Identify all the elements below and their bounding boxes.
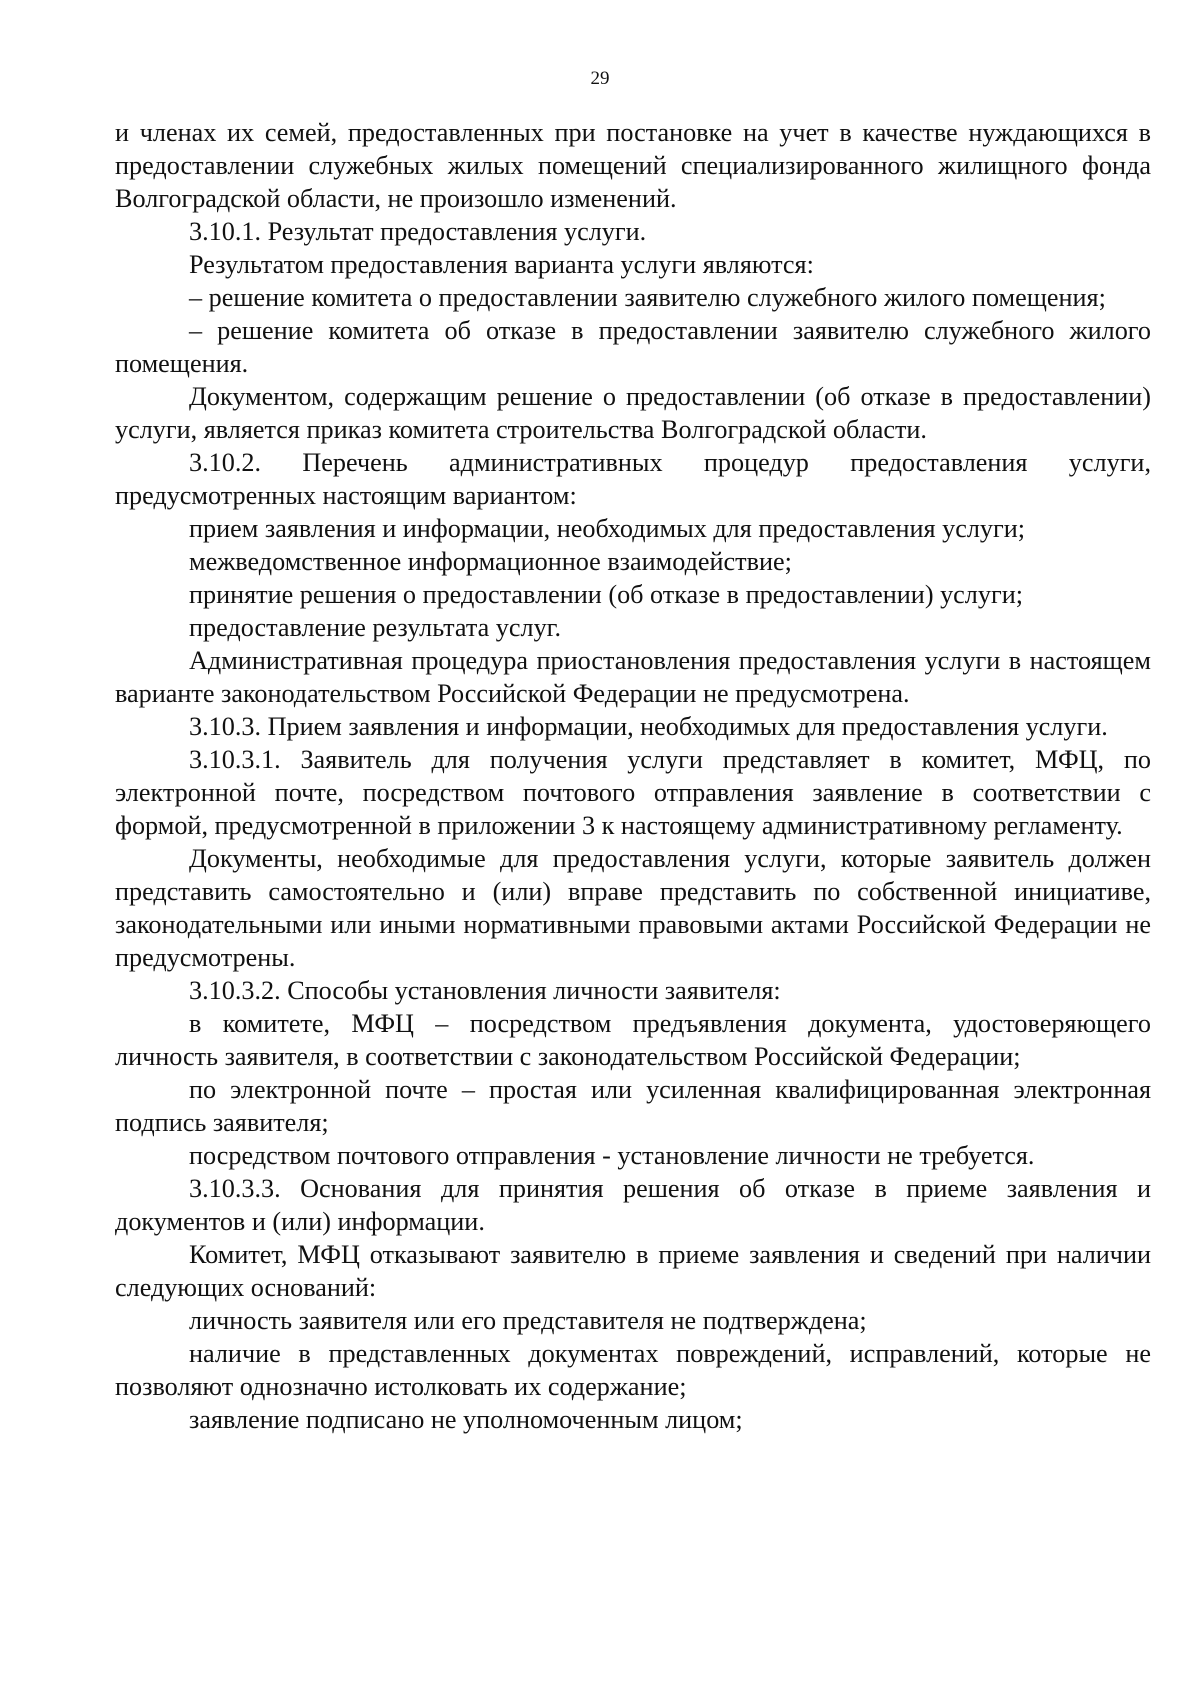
paragraph: Административная процедура приостановления предоставления услуги в настоящем варианте законодательством Российской Федерации не предусмотрена. bbox=[115, 646, 1151, 708]
paragraph: Документом, содержащим решение о предоставлении (об отказе в предоставлении) услуги, является приказ комитета строительства Волгоградской области. bbox=[115, 382, 1151, 444]
section-heading: 3.10.1. Результат предоставления услуги. bbox=[189, 217, 647, 246]
section-heading: 3.10.2. Перечень административных процедур предоставления услуги, предусмотренных настоящим вариантом: bbox=[115, 448, 1151, 510]
list-item: принятие решения о предоставлении (об отказе в предоставлении) услуги; bbox=[189, 580, 1023, 609]
list-item: – решение комитета об отказе в предоставлении заявителю служебного жилого помещения. bbox=[115, 316, 1151, 378]
list-item: заявление подписано не уполномоченным лицом; bbox=[189, 1405, 743, 1434]
paragraph: Документы, необходимые для предоставления услуги, которые заявитель должен представить самостоятельно и (или) вправе представить по собственной инициативе, законодательными или иными нормативными правовыми актами Российской Федерации не предусмотрены. bbox=[115, 844, 1151, 972]
list-item: в комитете, МФЦ – посредством предъявления документа, удостоверяющего личность заявителя, в соответствии с законодательством Российской Федерации; bbox=[115, 1009, 1151, 1071]
list-item: посредством почтового отправления - установление личности не требуется. bbox=[189, 1141, 1035, 1170]
list-item: прием заявления и информации, необходимых для предоставления услуги; bbox=[189, 514, 1026, 543]
list-item: личность заявителя или его представителя не подтверждена; bbox=[189, 1306, 867, 1335]
list-item: – решение комитета о предоставлении заявителю служебного жилого помещения; bbox=[189, 283, 1106, 312]
list-item: наличие в представленных документах повреждений, исправлений, которые не позволяют однозначно истолковать их содержание; bbox=[115, 1339, 1151, 1401]
paragraph: Результатом предоставления варианта услуги являются: bbox=[189, 250, 814, 279]
section-heading: 3.10.3.3. Основания для принятия решения об отказе в приеме заявления и документов и (или) информации. bbox=[115, 1174, 1151, 1236]
page-number: 29 bbox=[590, 68, 610, 89]
paragraph: и членах их семей, предоставленных при постановке на учет в качестве нуждающихся в предоставлении служебных жилых помещений специализированного жилищного фонда Волгоградской области, не произошло изменений. bbox=[115, 118, 1151, 213]
document-body bbox=[115, 116, 1151, 1436]
paragraph: Комитет, МФЦ отказывают заявителю в приеме заявления и сведений при наличии следующих оснований: bbox=[115, 1240, 1151, 1302]
list-item: межведомственное информационное взаимодействие; bbox=[189, 547, 792, 576]
list-item: по электронной почте – простая или усиленная квалифицированная электронная подпись заявителя; bbox=[115, 1075, 1151, 1137]
section-heading: 3.10.3.2. Способы установления личности заявителя: bbox=[189, 976, 781, 1005]
section-heading: 3.10.3. Прием заявления и информации, необходимых для предоставления услуги. bbox=[189, 712, 1108, 741]
section-heading: 3.10.3.1. Заявитель для получения услуги представляет в комитет, МФЦ, по электронной почте, посредством почтового отправления заявление в соответствии с формой, предусмотренной в приложении 3 к настоящему административному регламенту. bbox=[115, 745, 1151, 840]
list-item: предоставление результата услуг. bbox=[189, 613, 562, 642]
